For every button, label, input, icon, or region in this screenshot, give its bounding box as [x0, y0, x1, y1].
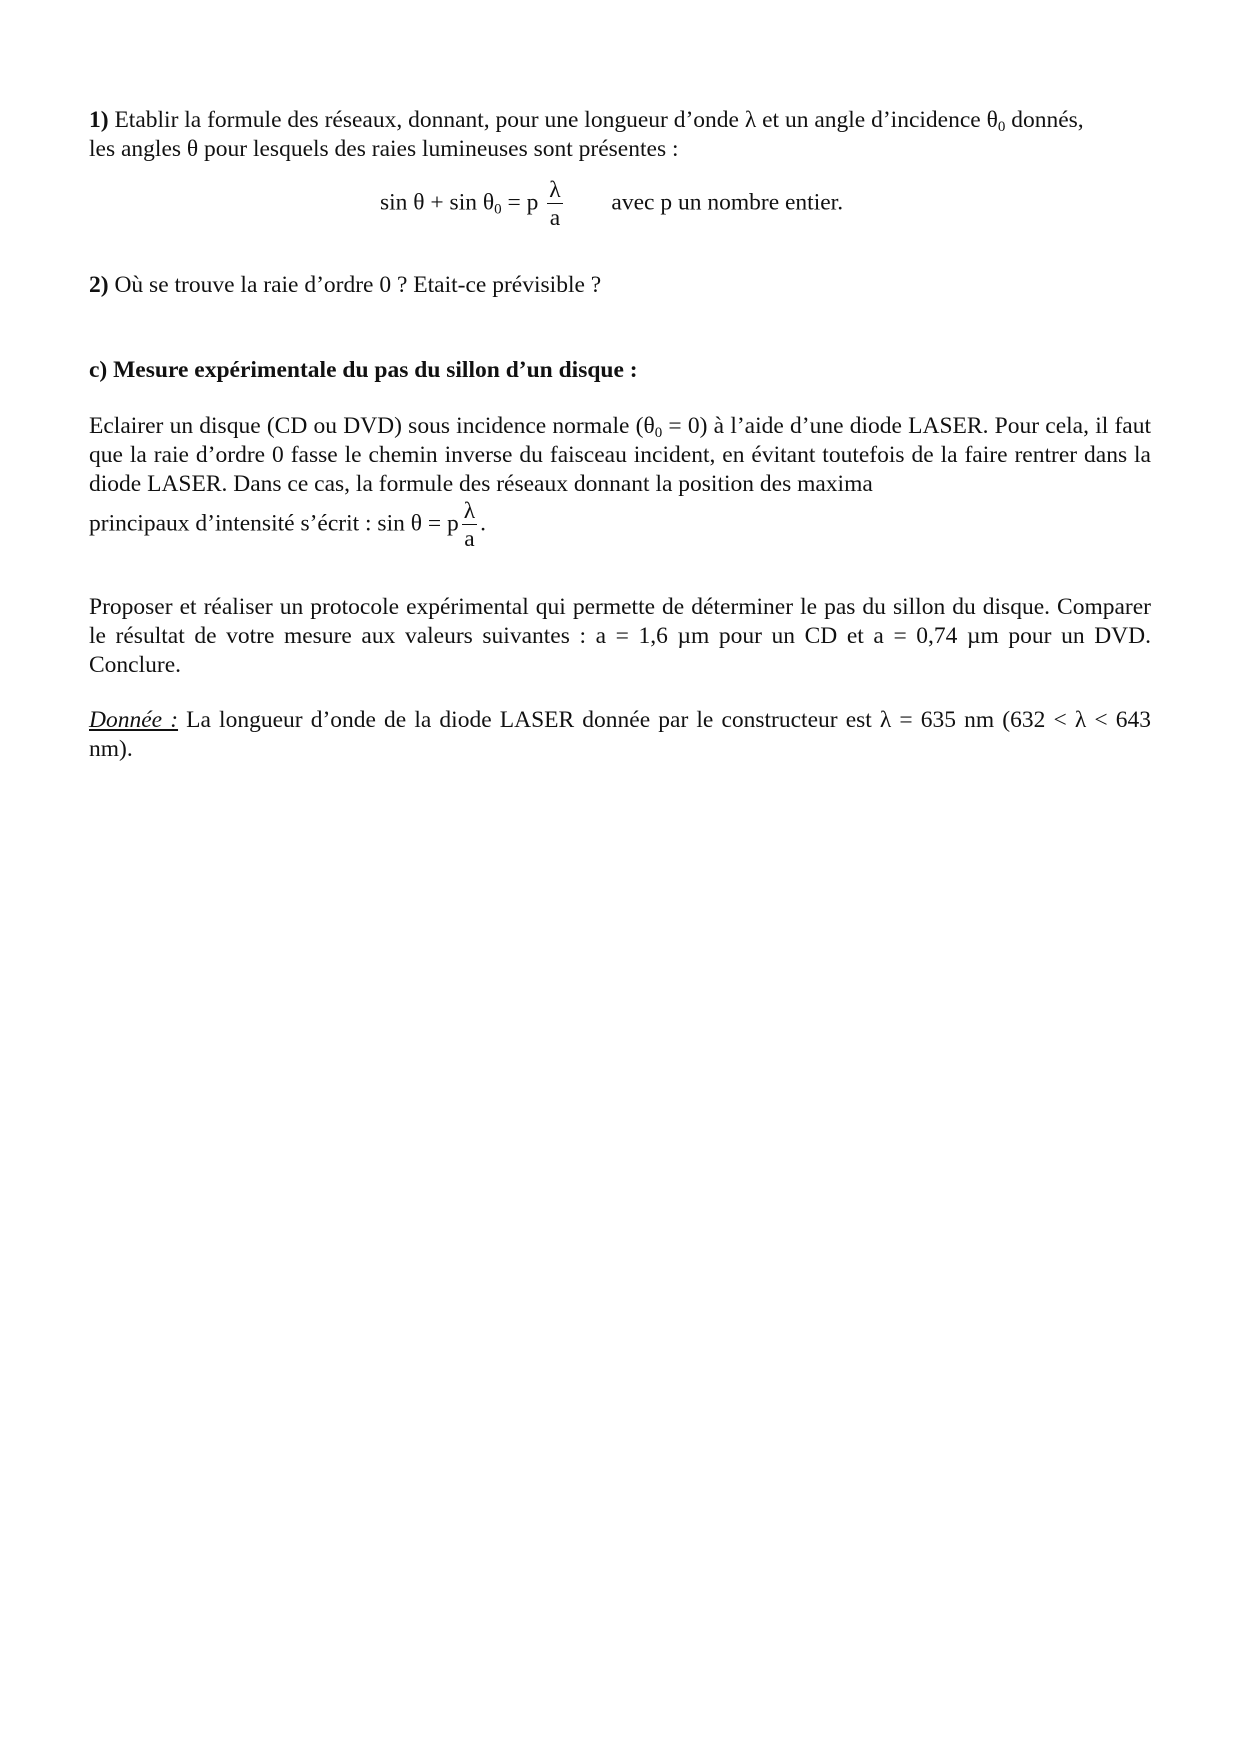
formula-note: avec p un nombre entier. [611, 189, 844, 216]
question-2-number: 2) [89, 272, 109, 298]
question-2-text: Où se trouve la raie d’ordre 0 ? Etait-ce prévisible ? [108, 272, 602, 298]
question-1-number: 1) [89, 107, 109, 133]
fraction-numerator: λ [463, 498, 476, 524]
formula-lhs: sin θ + sin θ [380, 189, 495, 216]
paragraph-protocol: Proposer et réaliser un protocole expérimental qui permette de déterminer le pas du sillon du disque. Comparer le résultat de votre mesure aux valeurs suivantes : a = 1,6 µm pour un CD et a = 0,74 µm pour un DVD. Conclure. [89, 594, 1151, 678]
question-2 [89, 271, 1151, 300]
paragraph-1-last-line: principaux d’intensité s’écrit : sin θ = p [89, 510, 459, 537]
paragraph-1-subscript: 0 [654, 425, 663, 441]
fraction-denominator: a [464, 526, 475, 552]
formula-equals: = p [501, 189, 539, 216]
question-1-text-line2: les angles θ pour lesquels des raies lumineuses sont présentes : [89, 136, 679, 162]
donnee-text: La longueur d’onde de la diode LASER donnée par le constructeur est λ = 635 nm (632 < λ < 643 nm). [89, 707, 1151, 762]
formula-fraction [547, 178, 562, 230]
paragraph-1-text-a: Eclairer un disque (CD ou DVD) sous incidence normale (θ [89, 413, 655, 439]
question-1-text-end: donnés, [1005, 107, 1084, 133]
theta-subscript: 0 [997, 119, 1006, 135]
paragraph-1-fraction [462, 499, 477, 551]
paragraph-1-formula-line [89, 499, 1151, 551]
fraction-numerator: λ [549, 177, 561, 203]
fraction-denominator: a [549, 205, 561, 231]
formula-lhs-subscript: 0 [494, 201, 502, 218]
section-c-heading: c) Mesure expérimentale du pas du sillon d’un disque : [89, 357, 638, 383]
donnee-label: Donnée : [89, 707, 179, 733]
paragraph-donnee [89, 706, 1151, 764]
question-1-text: Etablir la formule des réseaux, donnant, pour une longueur d’onde λ et un angle d’incidence θ [108, 107, 998, 133]
paragraph-1-text-b: = 0) à l’aide d’une diode LASER. Pour cela, il faut que la raie d’ordre 0 fasse le chemin inverse du faisceau incident, en évitant toutefois de la faire rentrer dans la diode LASER. Dans ce cas, la formule des réseaux donnant la position des maxima [89, 413, 1151, 497]
paragraph-experiment [89, 412, 1151, 499]
question-1 [89, 106, 1151, 164]
paragraph-1-period: . [480, 510, 487, 537]
grating-formula [380, 178, 843, 230]
